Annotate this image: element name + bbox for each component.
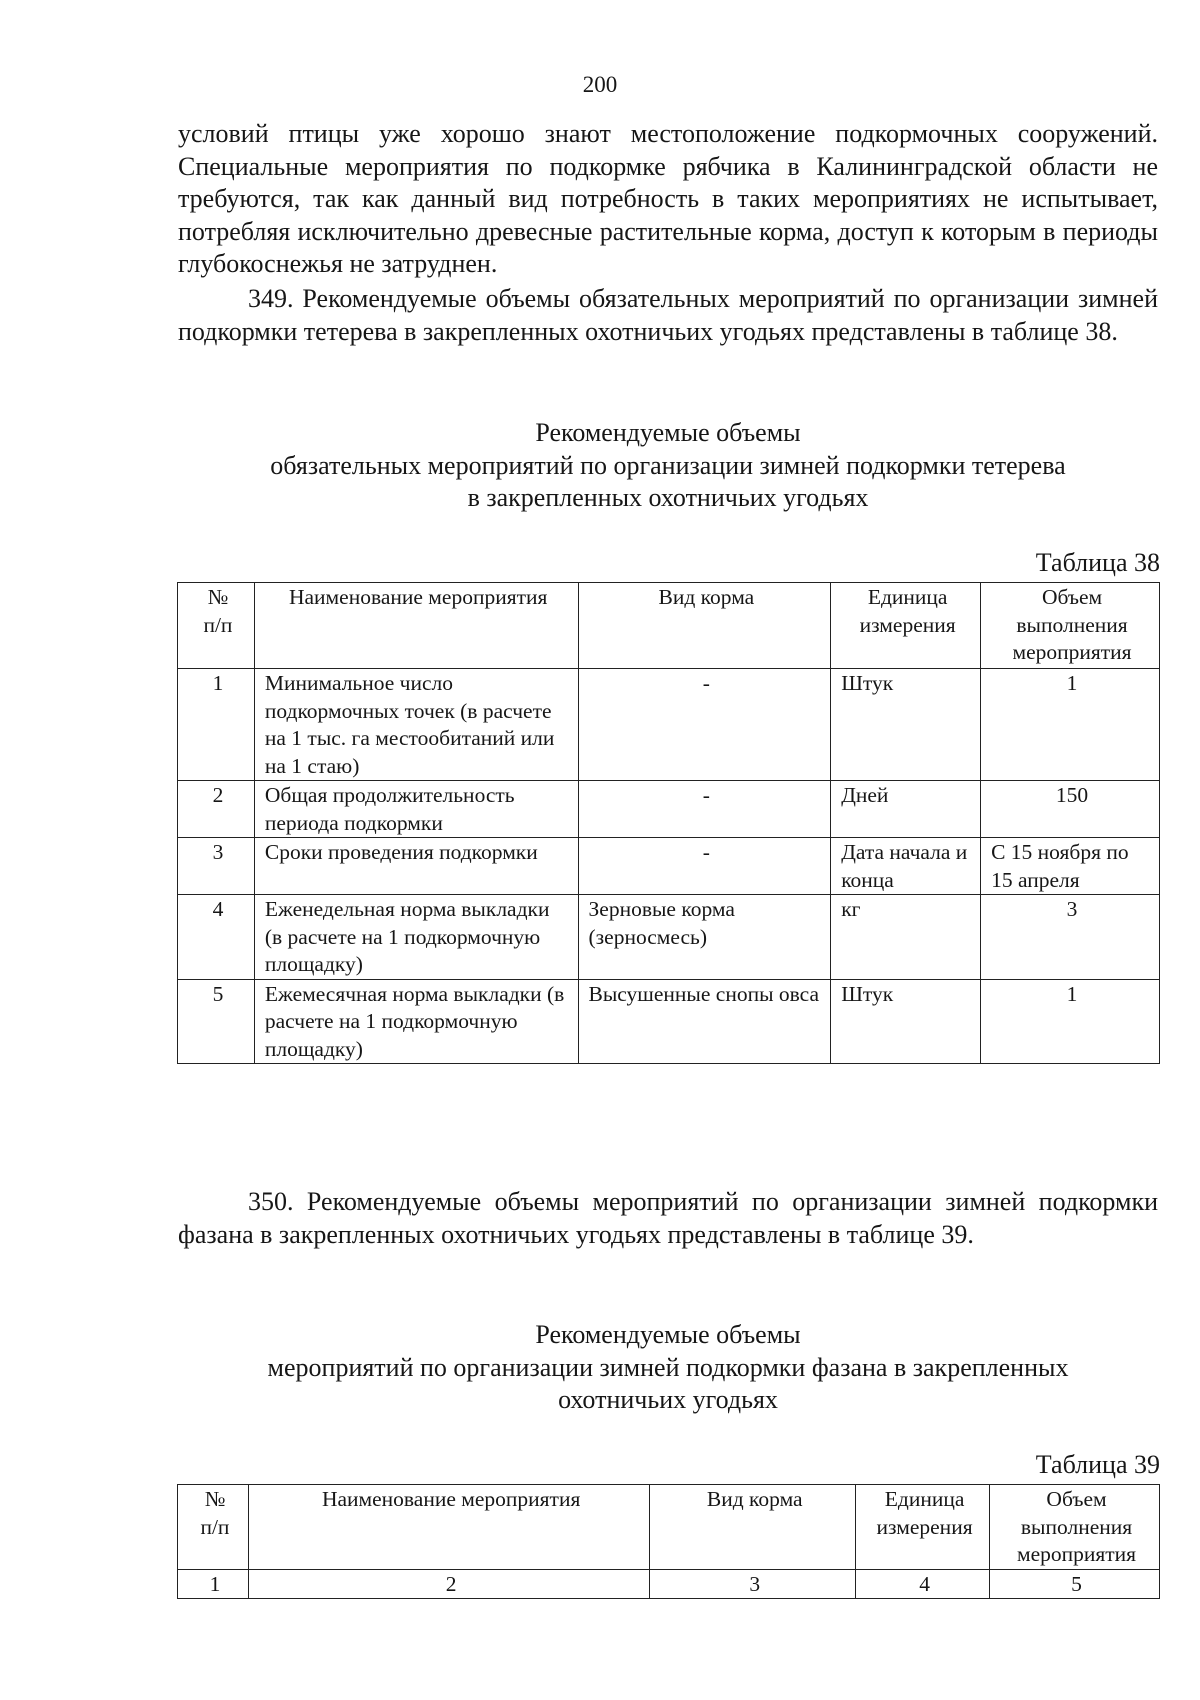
heading-line: обязательных мероприятий по организации зимней подкормки тетерева bbox=[270, 450, 1066, 480]
cell-num: 4 bbox=[178, 895, 255, 980]
paragraph-350 bbox=[178, 1186, 1158, 1251]
header-num-line: № bbox=[207, 585, 229, 609]
header-num-line: № bbox=[204, 1487, 226, 1511]
cell-unit: Дата начала и конца bbox=[831, 838, 981, 895]
header-volume bbox=[981, 583, 1160, 669]
header-volume-line: мероприятия bbox=[1016, 1542, 1137, 1566]
table-row bbox=[178, 781, 1160, 838]
cell-feed: - bbox=[578, 669, 831, 781]
cell-feed: - bbox=[578, 838, 831, 895]
header-num bbox=[178, 1485, 249, 1570]
cell-volume: 1 bbox=[981, 979, 1160, 1064]
heading-line: Рекомендуемые объемы bbox=[535, 418, 801, 447]
cell-name: Еженедельная норма выкладки (в расчете на 1 подкормочную площадку) bbox=[254, 895, 578, 980]
cell-feed: Высушенные снопы овса bbox=[578, 979, 831, 1064]
table-row bbox=[178, 669, 1160, 781]
paragraph-349 bbox=[178, 283, 1158, 348]
header-num-line: п/п bbox=[203, 612, 233, 637]
cell-num: 2 bbox=[178, 781, 255, 838]
cell-num: 3 bbox=[178, 838, 255, 895]
table-row bbox=[178, 838, 1160, 895]
header-feed: Вид корма bbox=[578, 583, 831, 669]
cell-unit: Штук bbox=[831, 979, 981, 1064]
header-unit bbox=[831, 583, 981, 669]
table-38 bbox=[177, 582, 1160, 1064]
paragraph-349-text: 349. Рекомендуемые объемы обязательных мероприятий по организации зимней подкормки тетерева в закрепленных охотничьих угодьях представлены в таблице 38. bbox=[178, 284, 1158, 346]
header-volume bbox=[990, 1485, 1160, 1570]
column-number: 3 bbox=[650, 1569, 856, 1599]
heading-line: в закрепленных охотничьих угодьях bbox=[467, 483, 869, 512]
page-number: 200 bbox=[582, 72, 618, 97]
heading-line: мероприятий по организации зимней подкормки фазана в закрепленных bbox=[267, 1352, 1069, 1382]
table-row bbox=[178, 979, 1160, 1064]
cell-num: 1 bbox=[178, 669, 255, 781]
table-38-heading bbox=[178, 417, 1158, 515]
cell-unit: Штук bbox=[831, 669, 981, 781]
header-unit-line: Единица bbox=[884, 1487, 965, 1511]
table-39-caption: Таблица 39 bbox=[1035, 1450, 1160, 1479]
header-num-line: п/п bbox=[200, 1514, 230, 1539]
cell-num: 5 bbox=[178, 979, 255, 1064]
header-unit-line: Единица bbox=[867, 585, 948, 609]
cell-volume: 1 bbox=[981, 669, 1160, 781]
cell-volume: 150 bbox=[981, 781, 1160, 838]
cell-feed: - bbox=[578, 781, 831, 838]
header-volume-line: выполнения bbox=[1016, 612, 1128, 637]
cell-volume: С 15 ноября по 15 апреля bbox=[981, 838, 1160, 895]
column-number: 4 bbox=[856, 1569, 990, 1599]
table-row bbox=[178, 895, 1160, 980]
header-feed: Вид корма bbox=[650, 1485, 856, 1570]
header-unit-line: измерения bbox=[876, 1514, 973, 1539]
header-num bbox=[178, 583, 255, 669]
column-number: 1 bbox=[178, 1569, 249, 1599]
header-name: Наименование мероприятия bbox=[248, 1485, 649, 1570]
cell-unit: кг bbox=[831, 895, 981, 980]
header-unit bbox=[856, 1485, 990, 1570]
column-number-row bbox=[178, 1569, 1160, 1599]
cell-name: Общая продолжительность периода подкормки bbox=[254, 781, 578, 838]
header-volume-line: мероприятия bbox=[1012, 640, 1132, 664]
header-unit-line: измерения bbox=[859, 612, 956, 637]
intro-paragraph: условий птицы уже хорошо знают местоположение подкормочных сооружений. Специальные мероприятия по подкормке рябчика в Калининградской области не требуются, так как данный вид потребность в таких мероприятиях не испытывает, потребляя исключительно древесные растительные корма, доступ к которым в периоды глубокоснежья не затруднен. bbox=[178, 119, 1158, 278]
cell-name: Минимальное число подкормочных точек (в расчете на 1 тыс. га местообитаний или на 1 стаю) bbox=[254, 669, 578, 781]
cell-name: Ежемесячная норма выкладки (в расчете на 1 подкормочную площадку) bbox=[254, 979, 578, 1064]
table-39 bbox=[177, 1484, 1160, 1599]
cell-unit: Дней bbox=[831, 781, 981, 838]
table-39-heading bbox=[178, 1319, 1158, 1417]
column-number: 2 bbox=[248, 1569, 649, 1599]
cell-name: Сроки проведения подкормки bbox=[254, 838, 578, 895]
header-name: Наименование мероприятия bbox=[254, 583, 578, 669]
cell-volume: 3 bbox=[981, 895, 1160, 980]
column-number: 5 bbox=[990, 1569, 1160, 1599]
header-volume-line: Объем bbox=[1041, 585, 1103, 609]
header-volume-line: выполнения bbox=[1020, 1514, 1133, 1539]
heading-line: охотничьих угодьях bbox=[558, 1385, 778, 1414]
table-header-row bbox=[178, 583, 1160, 669]
table-header-row bbox=[178, 1485, 1160, 1570]
table-38-caption: Таблица 38 bbox=[1035, 548, 1160, 577]
paragraph-350-text: 350. Рекомендуемые объемы мероприятий по организации зимней подкормки фазана в закрепленных охотничьих угодьях представлены в таблице 39. bbox=[178, 1187, 1158, 1249]
header-volume-line: Объем bbox=[1046, 1487, 1107, 1511]
heading-line: Рекомендуемые объемы bbox=[535, 1320, 801, 1349]
cell-feed: Зерновые корма (зерносмесь) bbox=[578, 895, 831, 980]
